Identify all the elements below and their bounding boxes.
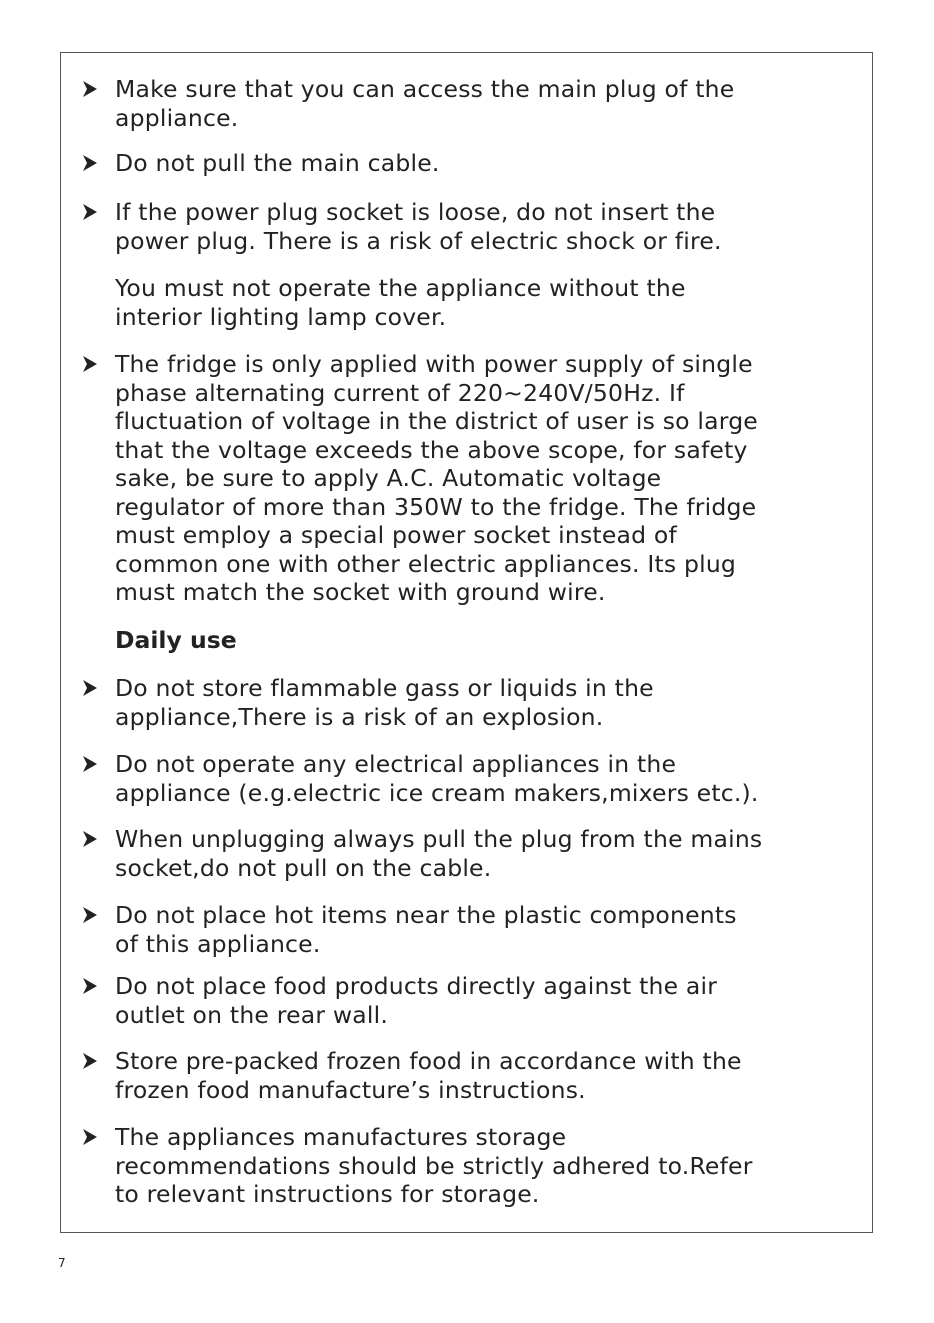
arrow-bullet-icon — [83, 81, 97, 97]
list-item-text: When unplugging always pull the plug from the mains socket,do not pull on the cable. — [115, 825, 763, 882]
list-item-text: Do not place food products directly against the air outlet on the rear wall. — [115, 972, 718, 1029]
arrow-bullet-icon — [83, 680, 97, 696]
section-heading-text: Daily use — [115, 626, 237, 654]
list-item-text: Store pre-packed frozen food in accordance with the frozen food manufacture’s instructions. — [115, 1047, 742, 1104]
list-item-text: Do not place hot items near the plastic components of this appliance. — [115, 901, 737, 958]
list-item-text: Do not pull the main cable. — [115, 149, 440, 177]
list-item-text: Make sure that you can access the main plug of the appliance. — [115, 75, 735, 132]
list-item-text: The fridge is only applied with power supply of single phase alternating current of 220~240V/50Hz. If fluctuation of voltage in the district of user is so large that the voltage exceeds the above scope, for safety sake, be sure to apply A.C. Automatic voltage regulator of more than 350W to the fridge. The fridge must employ a special power socket instead of common one with other electric appliances. Its plug must match the socket with ground wire. — [115, 350, 758, 606]
list-item-text: Do not store flammable gass or liquids in the appliance,There is a risk of an explosion. — [115, 674, 654, 731]
arrow-bullet-icon — [83, 1053, 97, 1069]
arrow-bullet-icon — [83, 756, 97, 772]
list-item-text: The appliances manufactures storage recommendations should be strictly adhered to.Refer to relevant instructions for storage. — [115, 1123, 753, 1208]
page-number: 7 — [58, 1256, 66, 1270]
arrow-bullet-icon — [83, 356, 97, 372]
arrow-bullet-icon — [83, 978, 97, 994]
arrow-bullet-icon — [83, 204, 97, 220]
content-frame — [60, 52, 873, 1233]
arrow-bullet-icon — [83, 1129, 97, 1145]
arrow-bullet-icon — [83, 155, 97, 171]
arrow-bullet-icon — [83, 831, 97, 847]
paragraph-text: You must not operate the appliance without the interior lighting lamp cover. — [115, 274, 686, 331]
arrow-bullet-icon — [83, 907, 97, 923]
list-item-text: Do not operate any electrical appliances in the appliance (e.g.electric ice cream makers,mixers etc.). — [115, 750, 759, 807]
list-item-text: If the power plug socket is loose, do not insert the power plug. There is a risk of electric shock or fire. — [115, 198, 722, 255]
